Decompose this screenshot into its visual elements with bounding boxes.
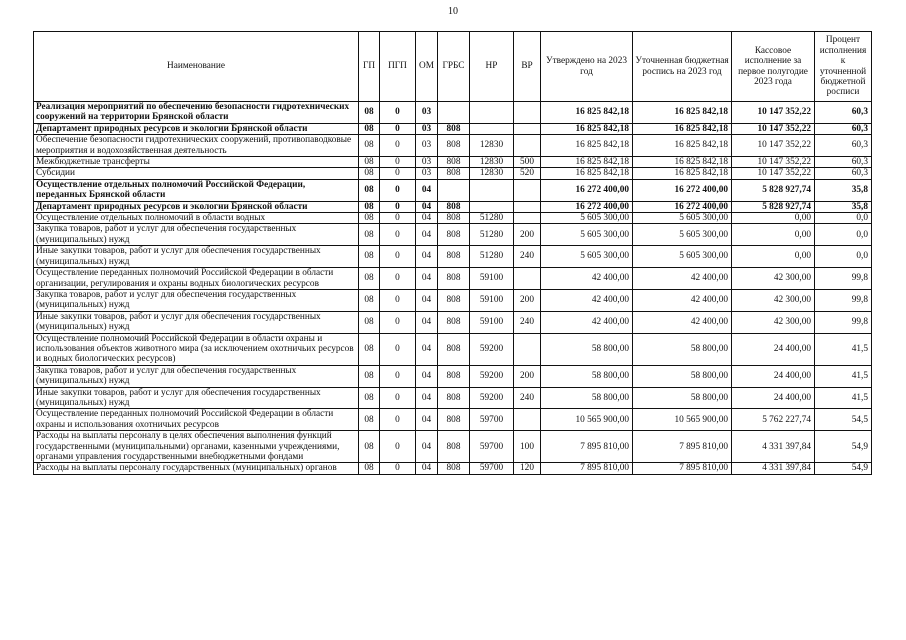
cell-approved: 7 895 810,00: [541, 463, 633, 474]
cell-grbs: 808: [438, 463, 470, 474]
cell-nr: 59100: [470, 289, 514, 311]
cell-approved: 58 800,00: [541, 333, 633, 365]
cell-gp: 08: [359, 333, 380, 365]
cell-name: Департамент природных ресурсов и экологии Брянской области: [34, 123, 359, 134]
cell-gp: 08: [359, 224, 380, 246]
table-row: [34, 123, 872, 134]
table-row: [34, 311, 872, 333]
cell-name: Субсидии: [34, 168, 359, 179]
column-header-revised: Уточненная бюджетная роспись на 2023 год: [633, 32, 732, 102]
cell-cash: 10 147 352,22: [732, 168, 815, 179]
cell-approved: 42 400,00: [541, 311, 633, 333]
cell-percent: 54,5: [815, 409, 872, 431]
cell-grbs: 808: [438, 224, 470, 246]
cell-gp: 08: [359, 463, 380, 474]
table-body: [34, 102, 872, 475]
column-header-gp: ГП: [359, 32, 380, 102]
cell-approved: 16 825 842,18: [541, 135, 633, 157]
cell-gp: 08: [359, 289, 380, 311]
cell-gp: 08: [359, 201, 380, 212]
cell-percent: 41,5: [815, 387, 872, 409]
cell-gp: 08: [359, 213, 380, 224]
cell-cash: 0,00: [732, 213, 815, 224]
table-row: [34, 224, 872, 246]
cell-approved: 5 605 300,00: [541, 246, 633, 268]
cell-cash: 24 400,00: [732, 387, 815, 409]
column-header-vr: ВР: [514, 32, 541, 102]
cell-pgp: 0: [380, 157, 416, 168]
cell-grbs: 808: [438, 311, 470, 333]
cell-cash: 42 300,00: [732, 268, 815, 290]
table-row: [34, 333, 872, 365]
cell-revised: 5 605 300,00: [633, 246, 732, 268]
cell-cash: 0,00: [732, 224, 815, 246]
cell-nr: 59200: [470, 365, 514, 387]
column-header-grbs: ГРБС: [438, 32, 470, 102]
cell-om: 04: [416, 387, 438, 409]
cell-pgp: 0: [380, 201, 416, 212]
table-row: [34, 102, 872, 124]
cell-revised: 10 565 900,00: [633, 409, 732, 431]
cell-approved: 16 825 842,18: [541, 123, 633, 134]
cell-name: Осуществление отдельных полномочий в области водных: [34, 213, 359, 224]
cell-om: 04: [416, 409, 438, 431]
cell-nr: 12830: [470, 157, 514, 168]
cell-percent: 60,3: [815, 102, 872, 124]
table-row: [34, 268, 872, 290]
cell-approved: 58 800,00: [541, 365, 633, 387]
table-row: [34, 201, 872, 212]
cell-nr: 59200: [470, 387, 514, 409]
column-header-nr: НР: [470, 32, 514, 102]
cell-percent: 41,5: [815, 365, 872, 387]
cell-vr: [514, 102, 541, 124]
cell-approved: 16 272 400,00: [541, 201, 633, 212]
cell-gp: 08: [359, 168, 380, 179]
cell-gp: 08: [359, 409, 380, 431]
cell-percent: 99,8: [815, 311, 872, 333]
cell-nr: 59100: [470, 311, 514, 333]
cell-gp: 08: [359, 311, 380, 333]
cell-name: Расходы на выплаты персоналу государственных (муниципальных) органов: [34, 463, 359, 474]
cell-nr: [470, 123, 514, 134]
cell-revised: 16 825 842,18: [633, 102, 732, 124]
cell-percent: 60,3: [815, 168, 872, 179]
cell-om: 04: [416, 463, 438, 474]
cell-nr: [470, 102, 514, 124]
cell-percent: 99,8: [815, 289, 872, 311]
cell-gp: 08: [359, 157, 380, 168]
table-row: [34, 387, 872, 409]
cell-pgp: 0: [380, 311, 416, 333]
cell-gp: 08: [359, 179, 380, 201]
cell-nr: [470, 179, 514, 201]
cell-revised: 42 400,00: [633, 311, 732, 333]
cell-om: 03: [416, 102, 438, 124]
cell-nr: 59700: [470, 431, 514, 463]
cell-name: Расходы на выплаты персоналу в целях обеспечения выполнения функций государственными (муниципальными) органами, казенными учреждениями, органами управления государственными внебюджетными фондами: [34, 431, 359, 463]
cell-vr: 520: [514, 168, 541, 179]
cell-vr: [514, 268, 541, 290]
cell-revised: 7 895 810,00: [633, 431, 732, 463]
cell-om: 03: [416, 135, 438, 157]
cell-nr: 51280: [470, 246, 514, 268]
table-row: [34, 168, 872, 179]
cell-grbs: 808: [438, 213, 470, 224]
cell-nr: 59700: [470, 409, 514, 431]
page-number: 10: [448, 6, 458, 17]
cell-revised: 58 800,00: [633, 333, 732, 365]
cell-pgp: 0: [380, 268, 416, 290]
cell-approved: 16 272 400,00: [541, 179, 633, 201]
table-row: [34, 431, 872, 463]
cell-vr: [514, 213, 541, 224]
cell-vr: [514, 201, 541, 212]
cell-vr: 240: [514, 387, 541, 409]
cell-approved: 42 400,00: [541, 289, 633, 311]
table-row: [34, 213, 872, 224]
cell-vr: 200: [514, 365, 541, 387]
cell-cash: 24 400,00: [732, 365, 815, 387]
cell-grbs: 808: [438, 123, 470, 134]
cell-nr: 59700: [470, 463, 514, 474]
cell-pgp: 0: [380, 135, 416, 157]
cell-percent: 60,3: [815, 135, 872, 157]
cell-cash: 42 300,00: [732, 289, 815, 311]
cell-percent: 35,8: [815, 201, 872, 212]
cell-pgp: 0: [380, 179, 416, 201]
cell-gp: 08: [359, 365, 380, 387]
cell-vr: 100: [514, 431, 541, 463]
cell-pgp: 0: [380, 431, 416, 463]
cell-cash: 5 828 927,74: [732, 201, 815, 212]
cell-grbs: 808: [438, 289, 470, 311]
cell-name: Департамент природных ресурсов и экологии Брянской области: [34, 201, 359, 212]
cell-approved: 16 825 842,18: [541, 102, 633, 124]
cell-name: Закупка товаров, работ и услуг для обеспечения государственных (муниципальных) нужд: [34, 224, 359, 246]
cell-grbs: 808: [438, 333, 470, 365]
cell-revised: 16 272 400,00: [633, 201, 732, 212]
cell-name: Осуществление переданных полномочий Российской Федерации в области охраны и использования охотничьих ресурсов: [34, 409, 359, 431]
cell-cash: 24 400,00: [732, 333, 815, 365]
cell-percent: 60,3: [815, 123, 872, 134]
cell-om: 03: [416, 123, 438, 134]
cell-vr: [514, 409, 541, 431]
cell-name: Иные закупки товаров, работ и услуг для обеспечения государственных (муниципальных) нужд: [34, 387, 359, 409]
cell-om: 03: [416, 157, 438, 168]
cell-om: 04: [416, 179, 438, 201]
cell-nr: 51280: [470, 224, 514, 246]
cell-percent: 99,8: [815, 268, 872, 290]
cell-name: Межбюджетные трансферты: [34, 157, 359, 168]
cell-percent: 54,9: [815, 463, 872, 474]
cell-gp: 08: [359, 102, 380, 124]
cell-om: 04: [416, 431, 438, 463]
cell-gp: 08: [359, 431, 380, 463]
cell-grbs: 808: [438, 246, 470, 268]
cell-grbs: 808: [438, 135, 470, 157]
cell-nr: 59100: [470, 268, 514, 290]
cell-grbs: [438, 179, 470, 201]
cell-pgp: 0: [380, 168, 416, 179]
cell-revised: 16 825 842,18: [633, 157, 732, 168]
table-row: [34, 463, 872, 474]
table-row: [34, 179, 872, 201]
cell-pgp: 0: [380, 463, 416, 474]
cell-cash: 10 147 352,22: [732, 135, 815, 157]
cell-cash: 10 147 352,22: [732, 157, 815, 168]
cell-vr: 200: [514, 224, 541, 246]
cell-nr: 51280: [470, 213, 514, 224]
cell-vr: [514, 179, 541, 201]
cell-om: 04: [416, 289, 438, 311]
cell-pgp: 0: [380, 289, 416, 311]
cell-cash: 4 331 397,84: [732, 431, 815, 463]
cell-name: Осуществление переданных полномочий Российской Федерации в области организации, регулирования и охраны водных биологических ресурсов: [34, 268, 359, 290]
table-row: [34, 289, 872, 311]
cell-vr: [514, 333, 541, 365]
cell-cash: 10 147 352,22: [732, 123, 815, 134]
cell-name: Закупка товаров, работ и услуг для обеспечения государственных (муниципальных) нужд: [34, 289, 359, 311]
cell-percent: 0,0: [815, 213, 872, 224]
cell-cash: 5 828 927,74: [732, 179, 815, 201]
cell-om: 04: [416, 268, 438, 290]
cell-grbs: 808: [438, 431, 470, 463]
cell-grbs: 808: [438, 201, 470, 212]
cell-grbs: 808: [438, 168, 470, 179]
cell-om: 04: [416, 246, 438, 268]
cell-grbs: 808: [438, 157, 470, 168]
table-row: [34, 409, 872, 431]
cell-nr: 12830: [470, 135, 514, 157]
cell-gp: 08: [359, 387, 380, 409]
column-header-pgp: ПГП: [380, 32, 416, 102]
cell-approved: 16 825 842,18: [541, 157, 633, 168]
cell-name: Реализация мероприятий по обеспечению безопасности гидротехнических сооружений на территории Брянской области: [34, 102, 359, 124]
column-header-name: Наименование: [34, 32, 359, 102]
cell-revised: 16 825 842,18: [633, 135, 732, 157]
cell-vr: 200: [514, 289, 541, 311]
cell-approved: 5 605 300,00: [541, 213, 633, 224]
cell-vr: [514, 135, 541, 157]
cell-revised: 16 825 842,18: [633, 123, 732, 134]
cell-cash: 42 300,00: [732, 311, 815, 333]
cell-cash: 10 147 352,22: [732, 102, 815, 124]
table-row: [34, 246, 872, 268]
cell-om: 03: [416, 168, 438, 179]
cell-pgp: 0: [380, 365, 416, 387]
cell-name: Иные закупки товаров, работ и услуг для обеспечения государственных (муниципальных) нужд: [34, 246, 359, 268]
cell-name: Закупка товаров, работ и услуг для обеспечения государственных (муниципальных) нужд: [34, 365, 359, 387]
cell-revised: 42 400,00: [633, 289, 732, 311]
cell-pgp: 0: [380, 102, 416, 124]
cell-revised: 16 825 842,18: [633, 168, 732, 179]
cell-revised: 16 272 400,00: [633, 179, 732, 201]
cell-vr: 500: [514, 157, 541, 168]
cell-pgp: 0: [380, 387, 416, 409]
table-row: [34, 135, 872, 157]
cell-approved: 58 800,00: [541, 387, 633, 409]
cell-percent: 60,3: [815, 157, 872, 168]
cell-gp: 08: [359, 246, 380, 268]
cell-vr: 240: [514, 311, 541, 333]
cell-gp: 08: [359, 123, 380, 134]
cell-om: 04: [416, 365, 438, 387]
cell-nr: [470, 201, 514, 212]
cell-nr: 12830: [470, 168, 514, 179]
cell-grbs: 808: [438, 365, 470, 387]
cell-pgp: 0: [380, 224, 416, 246]
cell-pgp: 0: [380, 409, 416, 431]
cell-approved: 10 565 900,00: [541, 409, 633, 431]
cell-percent: 41,5: [815, 333, 872, 365]
cell-cash: 0,00: [732, 246, 815, 268]
cell-vr: [514, 123, 541, 134]
cell-vr: 120: [514, 463, 541, 474]
cell-cash: 5 762 227,74: [732, 409, 815, 431]
cell-revised: 5 605 300,00: [633, 213, 732, 224]
cell-om: 04: [416, 213, 438, 224]
column-header-percent: Процент исполнения к уточненной бюджетной росписи: [815, 32, 872, 102]
cell-om: 04: [416, 201, 438, 212]
cell-grbs: [438, 102, 470, 124]
cell-revised: 58 800,00: [633, 387, 732, 409]
cell-om: 04: [416, 224, 438, 246]
cell-percent: 0,0: [815, 246, 872, 268]
cell-revised: 42 400,00: [633, 268, 732, 290]
cell-percent: 54,9: [815, 431, 872, 463]
column-header-approved: Утверждено на 2023 год: [541, 32, 633, 102]
cell-revised: 5 605 300,00: [633, 224, 732, 246]
cell-name: Осуществление полномочий Российской Федерации в области охраны и использования объектов животного мира (за исключением охотничьих ресурсов и водных биологических ресурсов): [34, 333, 359, 365]
cell-revised: 7 895 810,00: [633, 463, 732, 474]
table-header-row: [34, 32, 872, 102]
cell-pgp: 0: [380, 333, 416, 365]
cell-percent: 0,0: [815, 224, 872, 246]
cell-name: Осуществление отдельных полномочий Российской Федерации, переданных Брянской области: [34, 179, 359, 201]
cell-approved: 5 605 300,00: [541, 224, 633, 246]
column-header-cash: Кассовое исполнение за первое полугодие 2023 года: [732, 32, 815, 102]
cell-om: 04: [416, 311, 438, 333]
cell-name: Обеспечение безопасности гидротехнических сооружений, противопаводковые мероприятия и водохозяйственная деятельность: [34, 135, 359, 157]
cell-pgp: 0: [380, 246, 416, 268]
column-header-om: ОМ: [416, 32, 438, 102]
cell-gp: 08: [359, 135, 380, 157]
cell-name: Иные закупки товаров, работ и услуг для обеспечения государственных (муниципальных) нужд: [34, 311, 359, 333]
budget-execution-table: [33, 31, 872, 475]
cell-gp: 08: [359, 268, 380, 290]
cell-grbs: 808: [438, 268, 470, 290]
cell-approved: 7 895 810,00: [541, 431, 633, 463]
cell-cash: 4 331 397,84: [732, 463, 815, 474]
cell-pgp: 0: [380, 213, 416, 224]
cell-approved: 16 825 842,18: [541, 168, 633, 179]
cell-revised: 58 800,00: [633, 365, 732, 387]
cell-vr: 240: [514, 246, 541, 268]
cell-grbs: 808: [438, 409, 470, 431]
table-row: [34, 157, 872, 168]
cell-om: 04: [416, 333, 438, 365]
cell-nr: 59200: [470, 333, 514, 365]
cell-pgp: 0: [380, 123, 416, 134]
table-row: [34, 365, 872, 387]
cell-grbs: 808: [438, 387, 470, 409]
cell-percent: 35,8: [815, 179, 872, 201]
cell-approved: 42 400,00: [541, 268, 633, 290]
